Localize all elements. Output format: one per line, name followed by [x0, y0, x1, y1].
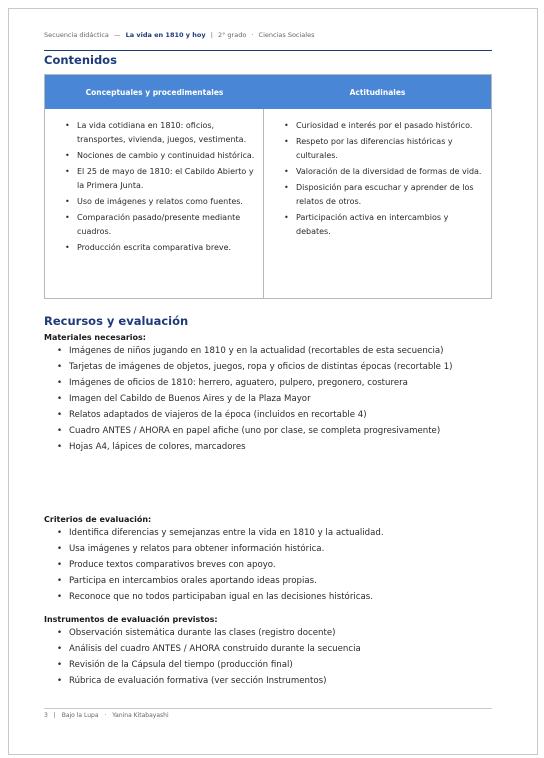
- conceptuales-cell: [45, 109, 264, 298]
- criterios-heading: Criterios de evaluación:: [44, 515, 152, 524]
- list-item: • Producción escrita comparativa breve.: [65, 241, 257, 255]
- actitudinales-cell: [264, 109, 491, 298]
- list-item: • Participación activa en intercambios y debates.: [284, 211, 485, 239]
- list-item: • Reconoce que no todos participaban igual en las decisiones históricas.: [57, 590, 492, 606]
- brand-name: Bajo la Lupa: [61, 712, 99, 719]
- grade-label: 2° grado: [217, 31, 247, 39]
- criterios-list: [57, 526, 492, 606]
- table-body-row: [45, 109, 491, 298]
- materiales-list: [57, 344, 492, 456]
- list-item: • Uso de imágenes y relatos como fuentes.: [65, 195, 257, 209]
- header-dash: —: [113, 31, 121, 39]
- page-footer: [44, 712, 169, 719]
- list-item: • La vida cotidiana en 1810: oficios, transportes, vivienda, juegos, vestimenta.: [65, 119, 257, 147]
- list-item: • Produce textos comparativos breves con apoyo.: [57, 558, 492, 574]
- author-name: Yanina Kitabayashi: [112, 712, 169, 719]
- list-item: • Rúbrica de evaluación formativa (ver sección Instrumentos): [57, 674, 492, 690]
- conceptuales-list: [65, 119, 257, 255]
- list-item: • Imagen del Cabildo de Buenos Aires y de la Plaza Mayor: [57, 392, 492, 408]
- list-item: • Comparación pasado/presente mediante cuadros.: [65, 211, 257, 239]
- list-item: • Usa imágenes y relatos para obtener información histórica.: [57, 542, 492, 558]
- page-header: [44, 31, 492, 39]
- list-item: • Imágenes de niños jugando en 1810 y en la actualidad (recortables de esta secuencia): [57, 344, 492, 360]
- sequence-title: La vida en 1810 y hoy: [125, 31, 206, 39]
- list-item: • Curiosidad e interés por el pasado histórico.: [284, 119, 485, 133]
- header-bar: |: [210, 31, 213, 39]
- contenidos-table: [44, 74, 492, 299]
- list-item: • Relatos adaptados de viajeros de la época (incluidos en recortable 4): [57, 408, 492, 424]
- list-item: • Valoración de la diversidad de formas de vida.: [284, 165, 485, 179]
- list-item: • El 25 de mayo de 1810: el Cabildo Abierto y la Primera Junta.: [65, 165, 257, 193]
- table-header-row: [45, 75, 491, 109]
- instrumentos-section: [44, 614, 492, 690]
- list-item: • Análisis del cuadro ANTES / AHORA construido durante la secuencia: [57, 642, 492, 658]
- list-item: • Respeto por las diferencias históricas y culturales.: [284, 135, 485, 163]
- list-item: • Cuadro ANTES / AHORA en papel afiche (uno por clase, se completa progresivamente): [57, 424, 492, 440]
- actitudinales-list: [284, 119, 485, 239]
- list-item: • Identifica diferencias y semejanzas entre la vida en 1810 y la actualidad.: [57, 526, 492, 542]
- materiales-heading: Materiales necesarios:: [44, 333, 147, 342]
- footer-dot: ·: [104, 712, 107, 719]
- subject-label: Ciencias Sociales: [258, 31, 315, 39]
- col-header-conceptuales: Conceptuales y procedimentales: [85, 87, 224, 97]
- header-divider: [44, 50, 492, 51]
- recursos-title: Recursos y evaluación: [44, 314, 189, 328]
- contenidos-title: Contenidos: [44, 53, 117, 67]
- instrumentos-heading: Instrumentos de evaluación previstos:: [44, 615, 218, 624]
- footer-divider: [44, 708, 492, 709]
- page-number: 3: [44, 712, 48, 719]
- list-item: • Tarjetas de imágenes de objetos, juegos, ropa y oficios de distintas épocas (recortable 1): [57, 360, 492, 376]
- list-item: • Hojas A4, lápices de colores, marcadores: [57, 440, 492, 456]
- footer-bar: |: [53, 712, 56, 719]
- series-label: Secuencia didáctica: [44, 31, 109, 39]
- list-item: • Revisión de la Cápsula del tiempo (producción final): [57, 658, 492, 674]
- list-item: • Participa en intercambios orales aportando ideas propias.: [57, 574, 492, 590]
- materiales-section: [44, 332, 492, 456]
- criterios-section: [44, 514, 492, 606]
- list-item: • Nociones de cambio y continuidad histórica.: [65, 149, 257, 163]
- list-item: • Disposición para escuchar y aprender de los relatos de otros.: [284, 181, 485, 209]
- header-dot: ·: [251, 31, 254, 39]
- list-item: • Imágenes de oficios de 1810: herrero, aguatero, pulpero, pregonero, costurera: [57, 376, 492, 392]
- col-header-actitudinales: Actitudinales: [349, 87, 406, 97]
- list-item: • Observación sistemática durante las clases (registro docente): [57, 626, 492, 642]
- instrumentos-list: [57, 626, 492, 690]
